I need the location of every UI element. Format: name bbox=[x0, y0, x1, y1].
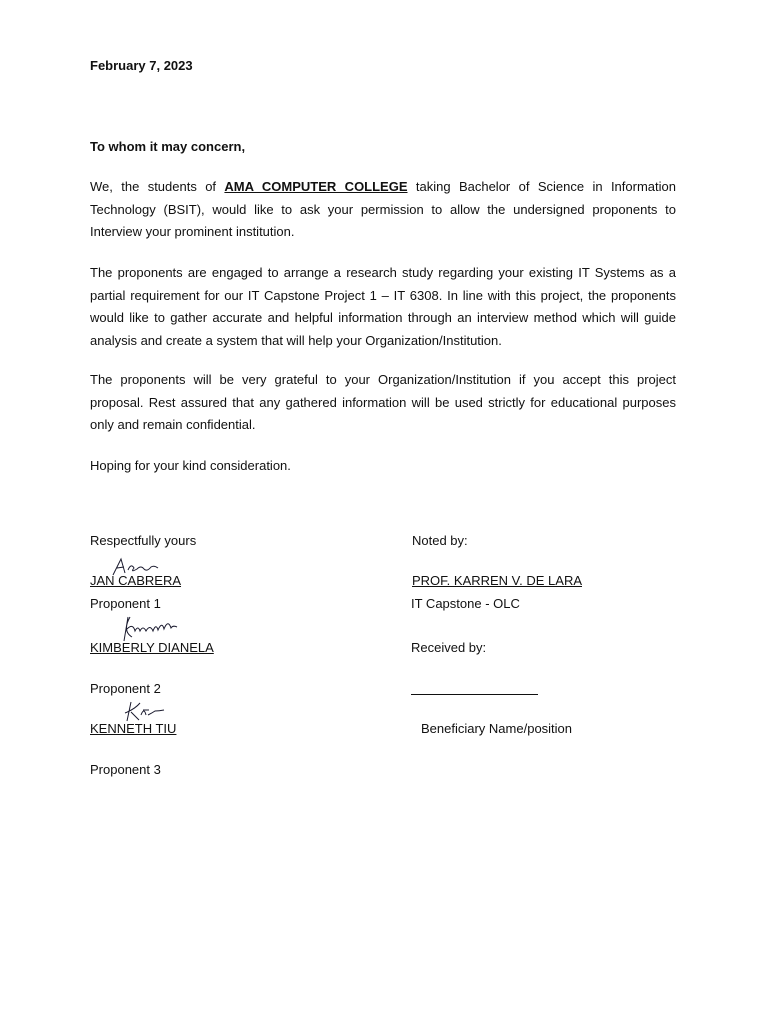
salutation: To whom it may concern, bbox=[90, 139, 246, 154]
proponent-3-role: Proponent 3 bbox=[90, 762, 161, 777]
paragraph-intro-lead: We, the students of bbox=[90, 179, 225, 194]
proponent-2-role: Proponent 2 bbox=[90, 681, 161, 696]
received-by-label: Received by: bbox=[411, 640, 487, 655]
beneficiary-label: Beneficiary Name/position bbox=[421, 721, 573, 736]
respectfully-yours: Respectfully yours bbox=[90, 533, 197, 548]
proponent-2-name: KIMBERLY DIANELA bbox=[90, 640, 214, 655]
adviser-name: PROF. KARREN V. DE LARA bbox=[412, 573, 583, 588]
proponent-1-name: JAN CABRERA bbox=[90, 573, 182, 588]
letter-date: February 7, 2023 bbox=[90, 58, 193, 73]
signature-kimberly-dianela bbox=[118, 613, 180, 643]
proponent-1-role: Proponent 1 bbox=[90, 596, 161, 611]
signature-kenneth-tiu bbox=[121, 699, 167, 723]
paragraph-intro-rest: taking Bachelor of Science in Information Technology (BSIT), would like to ask your permission to allow the undersigned proponents to Interview your prominent institution. bbox=[90, 179, 676, 239]
closing-line: Hoping for your kind consideration. bbox=[90, 458, 291, 473]
proponent-3-name: KENNETH TIU bbox=[90, 721, 177, 736]
noted-by-label: Noted by: bbox=[412, 533, 468, 548]
paragraph-purpose: The proponents are engaged to arrange a research study regarding your existing IT Systems as a partial requirement for our IT Capstone Project 1 – IT 6308. In line with this project, the proponents would like to gather accurate and helpful information through an interview method which will guide analysis and create a system that will help your Organization/Institution. bbox=[90, 265, 676, 348]
paragraph-intro bbox=[90, 176, 676, 244]
beneficiary-signature-line bbox=[411, 694, 538, 695]
paragraph-gratitude: The proponents will be very grateful to your Organization/Institution if you accept this project proposal. Rest assured that any gathered information will be used strictly for educational purposes only and remain confidential. bbox=[90, 372, 676, 432]
school-name: AMA COMPUTER COLLEGE bbox=[224, 179, 408, 194]
adviser-role: IT Capstone - OLC bbox=[411, 596, 520, 611]
